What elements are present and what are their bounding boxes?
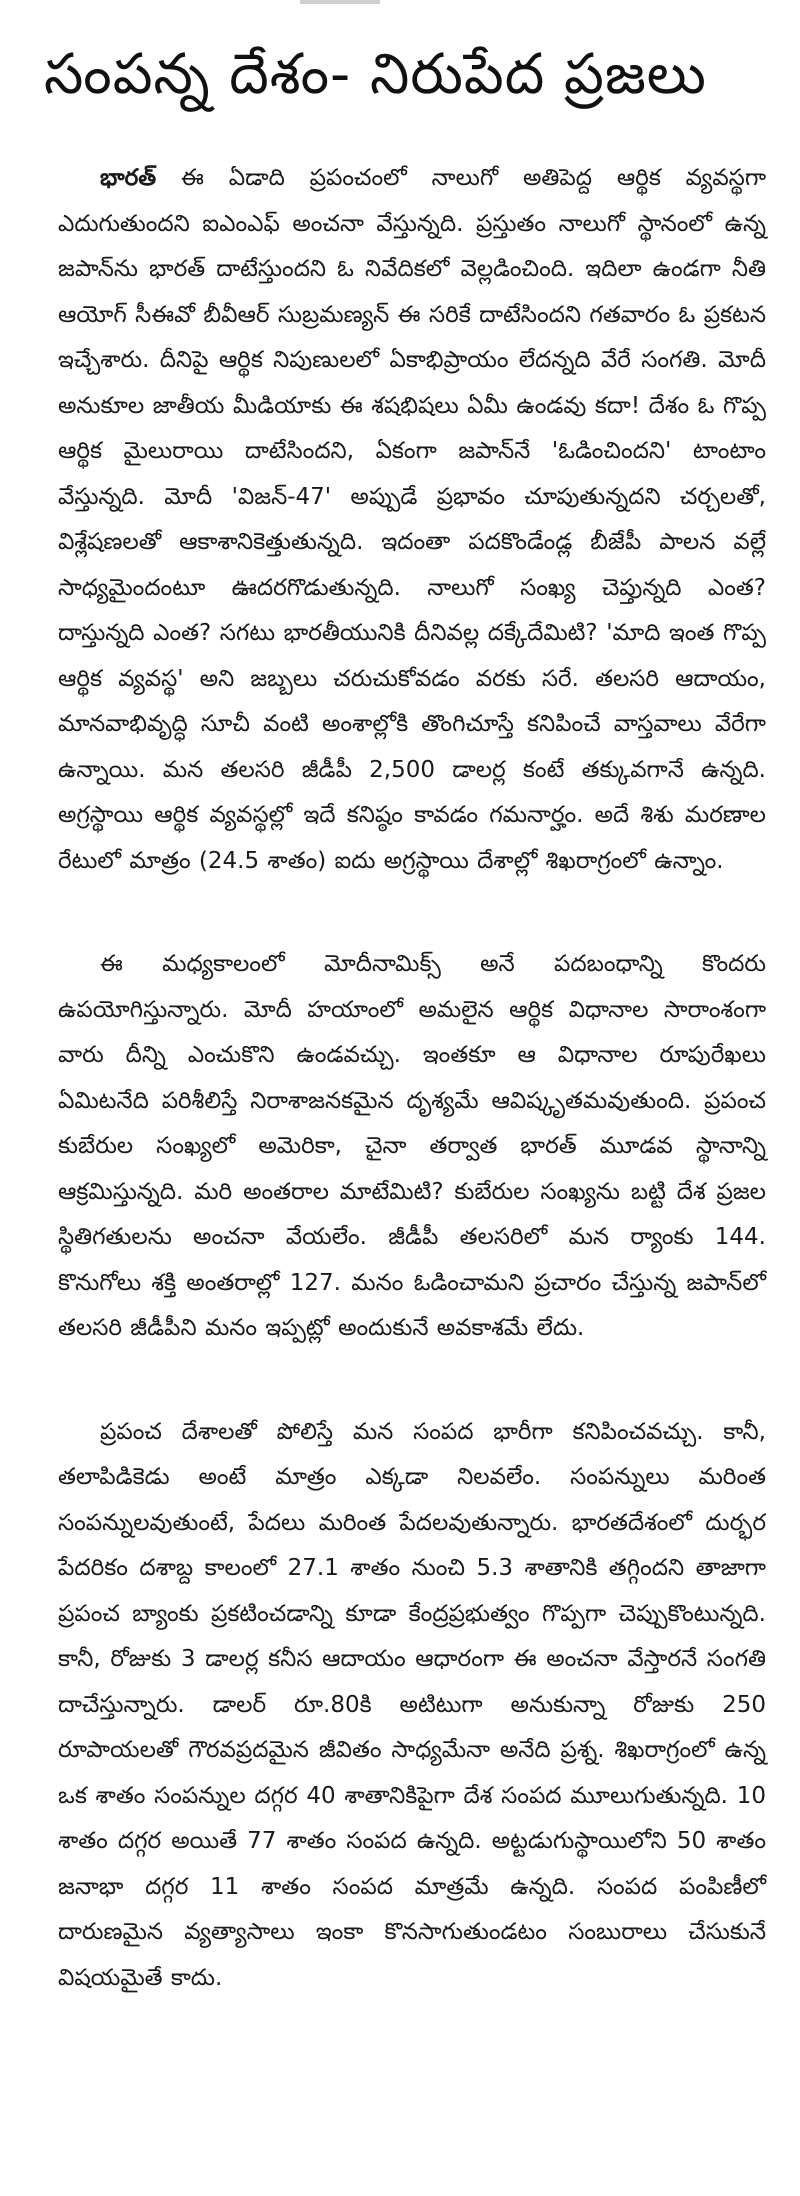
article-paragraph-2: ఈ మధ్యకాలంలో మోదీనామిక్స్ అనే పదబంధాన్ని కొందరు ఉపయోగిస్తున్నారు. మోదీ హయాంలో అమలైన ఆర్థిక విధానాల సారాంశంగా వారు దీన్ని ఎంచుకొని ఉండవచ్చు. ఇంతకూ ఆ విధానాల రూపురేఖలు ఏమిటనేది పరిశీలిస్తే నిరాశాజనకమైన దృశ్యమే ఆవిష్కృతమవుతుంది. ప్రపంచ కుబేరుల సంఖ్యలో అమెరికా, చైనా తర్వాత భారత్ మూడవ స్థానాన్ని ఆక్రమిస్తున్నది. మరి అంతరాల మాటేమిటి? కుబేరుల సంఖ్యను బట్టి దేశ ప్రజల స్థితిగతులను అంచనా వేయలేం. జీడీపీ తలసరిలో మన ర్యాంకు 144. కొనుగోలు శక్తి అంతరాల్లో 127. మనం ఓడించామని ప్రచారం చేస్తున్న జపాన్‌లో తలసరి జీడీపీని మనం ఇప్పట్లో అందుకునే అవకాశమే లేదు. [58,951,766,1341]
paragraph-1-text: ఈ ఏడాది ప్రపంచంలో నాలుగో అతిపెద్ద ఆర్థిక వ్యవస్థగా ఎదుగుతుందని ఐఎంఎఫ్ అంచనా వేస్తున్నది. ప్రస్తుతం నాలుగో స్థానంలో ఉన్న జపాన్‌ను భారత్ దాటేస్తుందని ఓ నివేదికలో వెల్లడించింది. ఇదిలా ఉండగా నీతి ఆయోగ్ సీఈవో బీవీఆర్ సుబ్రమణ్యన్ ఈ సరికే దాటేసిందని గతవారం ఓ ప్రకటన ఇచ్చేశారు. దీనిపై ఆర్థిక నిపుణులలో ఏకాభిప్రాయం లేదన్నది వేరే సంగతి. మోదీ అనుకూల జాతీయ మీడియాకు ఈ శషభిషలు ఏమీ ఉండవు కదా! దేశం ఓ గొప్ప ఆర్థిక మైలురాయి దాటేసిందని, ఏకంగా జపాన్‌నే 'ఓడించిందని' టాంటాం వేస్తున్నది. మోదీ 'విజన్-47' అప్పుడే ప్రభావం చూపుతున్నదని చర్చలతో, విశ్లేషణలతో ఆకాశానికెత్తుతున్నది. ఇదంతా పదకొండేండ్ల బీజేపీ పాలన వల్లే సాధ్యమైందంటూ ఊదరగొడుతున్నది. నాలుగో సంఖ్య చెప్తున్నది ఎంత? దాస్తున్నది ఎంత? సగటు భారతీయునికి దీనివల్ల దక్కేదేమిటి? 'మాది ఇంత గొప్ప ఆర్థిక వ్యవస్థ' అని జబ్బలు చరుచుకోవడం వరకు సరే. తలసరి ఆదాయం, మానవాభివృద్ధి సూచీ వంటి అంశాల్లోకి తొంగిచూస్తే కనిపించే వాస్తవాలు వేరేగా ఉన్నాయి. మన తలసరి జీడీపీ 2,500 డాలర్ల కంటే తక్కువగానే ఉన్నది. అగ్రస్థాయి ఆర్థిక వ్యవస్థల్లో ఇదే కనిష్ఠం కావడం గమనార్హం. అదే శిశు మరణాల రేటులో మాత్రం (24.5 శాతం) ఐదు అగ్రస్థాయి దేశాల్లో శిఖరాగ్రంలో ఉన్నాం. [58,165,766,874]
lead-word: భారత్ [100,165,157,191]
article-paragraph-3: ప్రపంచ దేశాలతో పోలిస్తే మన సంపద భారీగా కనిపించవచ్చు. కానీ, తలాపిడికెడు అంటే మాత్రం ఎక్కడా నిలవలేం. సంపన్నులు మరింత సంపన్నులవుతుంటే, పేదలు మరింత పేదలవుతున్నారు. భారతదేశంలో దుర్భర పేదరికం దశాబ్ద కాలంలో 27.1 శాతం నుంచి 5.3 శాతానికి తగ్గిందని తాజాగా ప్రపంచ బ్యాంకు ప్రకటించడాన్ని కూడా కేంద్రప్రభుత్వం గొప్పగా చెప్పుకొంటున్నది. కానీ, రోజుకు 3 డాలర్ల కనీస ఆదాయం ఆధారంగా ఈ అంచనా వేస్తారనే సంగతి దాచేస్తున్నారు. డాలర్ రూ.80కి అటిటుగా అనుకున్నా రోజుకు 250 రూపాయలతో గౌరవప్రదమైన జీవితం సాధ్యమేనా అనేది ప్రశ్న. శిఖరాగ్రంలో ఉన్న ఒక శాతం సంపన్నుల దగ్గర 40 శాతానికిపైగా దేశ సంపద మూలుగుతున్నది. 10 శాతం దగ్గర అయితే 77 శాతం సంపద ఉన్నది. అట్టడుగుస్థాయిలోని 50 శాతం జనాభా దగ్గర 11 శాతం సంపద మాత్రమే ఉన్నది. సంపద పంపిణీలో దారుణమైన వ్యత్యాసాలు ఇంకా కొనసాగుతుండటం సంబురాలు చేసుకునే విషయమైతే కాదు. [58,1418,766,1991]
article-body [58,156,766,2001]
top-rule-decoration [300,0,380,4]
article-paragraph-1 [58,156,766,884]
article-headline: సంపన్న దేశం- నిరుపేద ప్రజలు [44,42,707,107]
